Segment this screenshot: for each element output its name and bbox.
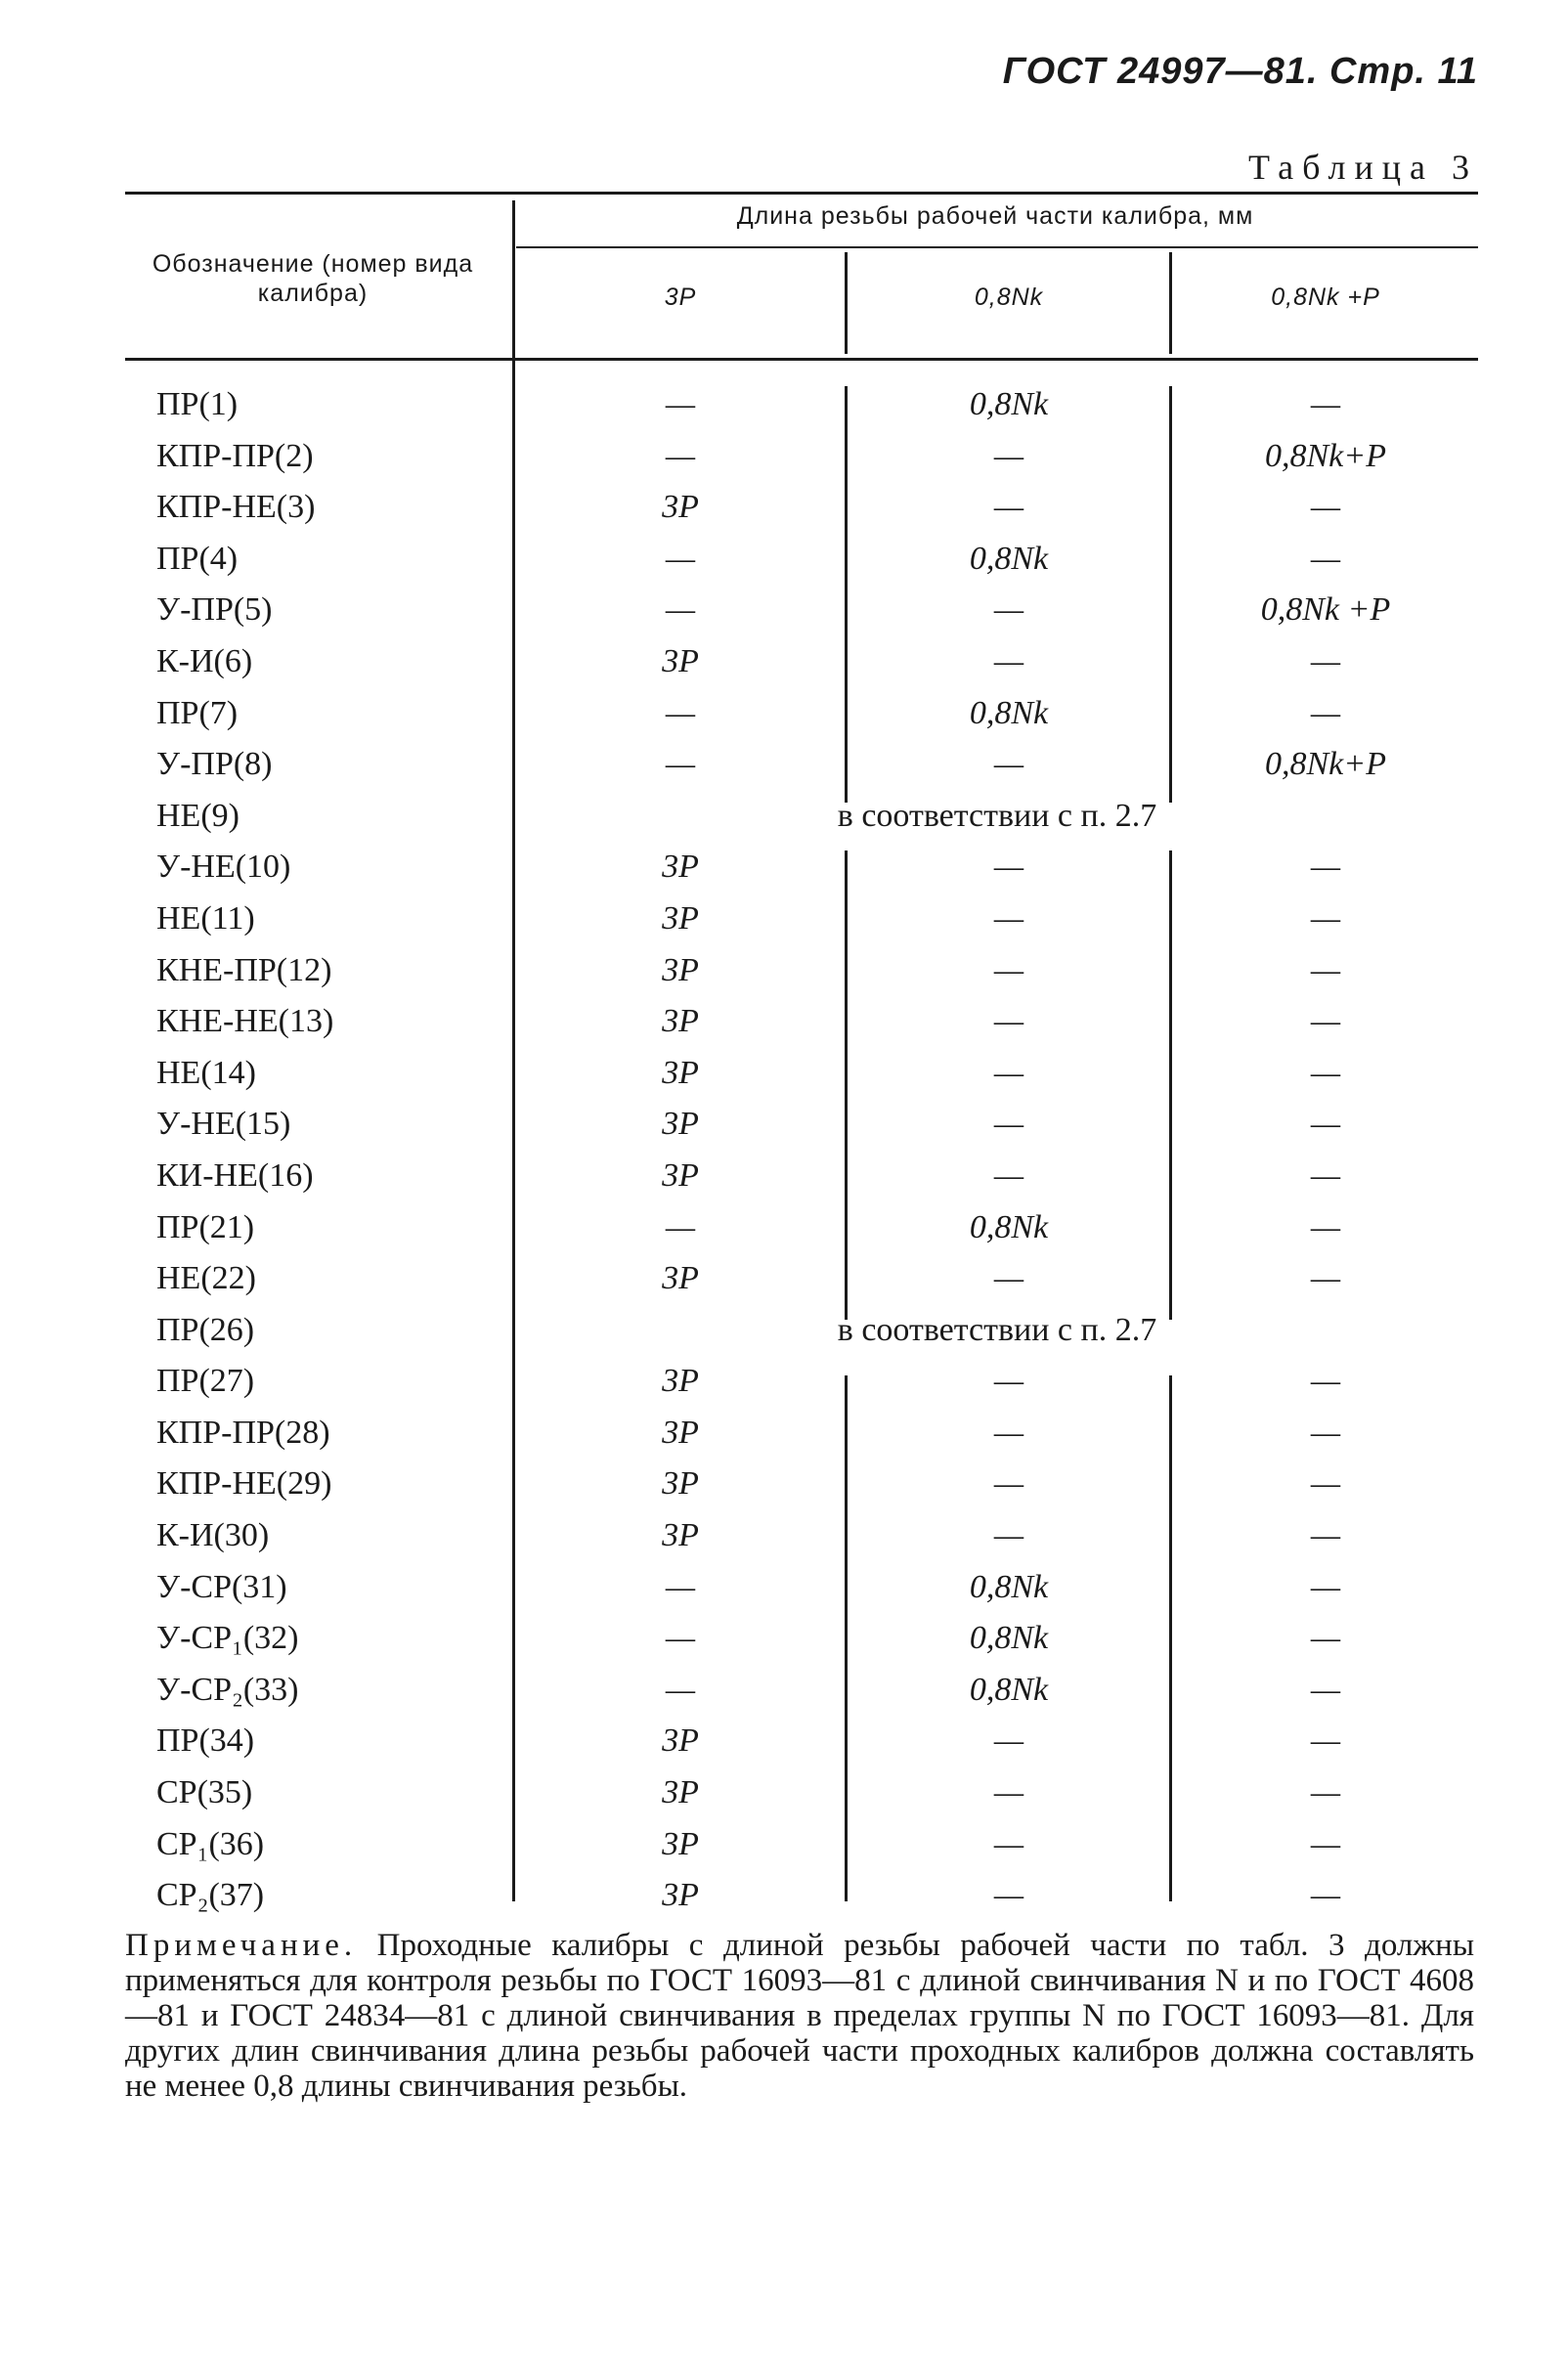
- designation-cell: НЕ(9): [156, 797, 240, 834]
- header-subcol-3p: 3P: [664, 283, 697, 311]
- cell-08nk: —: [993, 1156, 1024, 1194]
- cell-3p: 3P: [662, 899, 699, 937]
- cell-3p: 3P: [662, 849, 699, 886]
- table-row: [0, 1672, 1568, 1723]
- cell-08nk-p: 0,8Nk+P: [1265, 437, 1386, 474]
- designation-cell: СР(35): [156, 1774, 253, 1811]
- cell-08nk: 0,8Nk: [969, 694, 1049, 731]
- designation-cell: НЕ(11): [156, 899, 255, 937]
- cell-08nk: 0,8Nk: [969, 1568, 1049, 1605]
- cell-08nk: —: [993, 1054, 1024, 1091]
- cell-3p: 3P: [662, 1722, 699, 1760]
- designation-cell: КПР-ПР(2): [156, 437, 314, 474]
- table-row: [0, 591, 1568, 643]
- table-row: [0, 1774, 1568, 1826]
- cell-3p: —: [665, 591, 696, 629]
- cell-3p: 3P: [662, 1260, 699, 1297]
- table-row: [0, 1260, 1568, 1312]
- table-row: [0, 1517, 1568, 1569]
- header-subcol-08nk: 0,8Nk: [974, 283, 1044, 311]
- table-row: [0, 1826, 1568, 1878]
- cell-08nk: 0,8Nk: [969, 1208, 1049, 1245]
- table-top-rule: [125, 192, 1478, 195]
- cell-08nk-p: —: [1310, 1414, 1341, 1451]
- designation-cell: ПР(34): [156, 1722, 255, 1760]
- cell-08nk-p: —: [1310, 694, 1341, 731]
- designation-cell: КПР-НЕ(29): [156, 1465, 332, 1503]
- cell-08nk: —: [993, 1722, 1024, 1760]
- cell-08nk-p: —: [1310, 1465, 1341, 1503]
- cell-08nk-p: —: [1310, 642, 1341, 679]
- note-lead: Примечание.: [125, 1928, 358, 1963]
- table-header-bottom-rule: [125, 358, 1478, 361]
- cell-08nk: —: [993, 1517, 1024, 1554]
- cell-3p: 3P: [662, 489, 699, 526]
- cell-3p: —: [665, 1208, 696, 1245]
- cell-3p: 3P: [662, 1106, 699, 1143]
- cell-3p: 3P: [662, 1517, 699, 1554]
- cell-08nk: —: [993, 591, 1024, 629]
- page-header: ГОСТ 24997—81. Стр. 11: [1002, 51, 1478, 92]
- cell-08nk-p: 0,8Nk+P: [1265, 746, 1386, 783]
- table-row: [0, 1157, 1568, 1209]
- table-row: [0, 1620, 1568, 1672]
- designation-cell: У-НЕ(15): [156, 1106, 291, 1143]
- cell-08nk-p: —: [1310, 1106, 1341, 1143]
- cell-3p: —: [665, 694, 696, 731]
- spanning-cell: в соответствии с п. 2.7: [837, 1311, 1157, 1348]
- cell-3p: —: [665, 1620, 696, 1657]
- cell-08nk-p: —: [1310, 1363, 1341, 1400]
- cell-08nk: —: [993, 489, 1024, 526]
- cell-08nk: 0,8Nk: [969, 540, 1049, 577]
- table-row: [0, 1312, 1568, 1364]
- cell-08nk: —: [993, 1825, 1024, 1862]
- designation-cell: У-СР₂(33): [156, 1671, 299, 1708]
- cell-08nk-p: —: [1310, 849, 1341, 886]
- note-text: Проходные калибры с длиной резьбы рабочей части по табл. 3 должны применяться для контроля резьбы по ГОСТ 16093—81 с длиной свинчивания N и по ГОСТ 4608—81 и ГОСТ 24834—81 с длиной свинчивания в пределах группы N по ГОСТ 16093—81. Для других длин свинчивания длина резьбы рабочей части проходных калибров должна составлять не менее 0,8 длины свинчивания резьбы.: [125, 1928, 1474, 2104]
- cell-08nk-p: —: [1310, 1208, 1341, 1245]
- cell-08nk-p: —: [1310, 540, 1341, 577]
- cell-08nk-p: —: [1310, 1620, 1341, 1657]
- cell-3p: —: [665, 1671, 696, 1708]
- cell-08nk-p: —: [1310, 1054, 1341, 1091]
- cell-08nk: —: [993, 849, 1024, 886]
- cell-08nk-p: —: [1310, 951, 1341, 988]
- cell-08nk: —: [993, 1363, 1024, 1400]
- header-designation: Обозначение (номер вида калибра): [152, 250, 474, 307]
- table-row: [0, 1003, 1568, 1055]
- table-row: [0, 1722, 1568, 1774]
- designation-cell: У-СР(31): [156, 1568, 287, 1605]
- header-group: Длина резьбы рабочей части калибра, мм: [736, 202, 1254, 230]
- designation-cell: ПР(27): [156, 1363, 255, 1400]
- table-row: [0, 1877, 1568, 1929]
- col-divider-header-2: [1169, 252, 1172, 354]
- cell-3p: 3P: [662, 1774, 699, 1811]
- cell-08nk-p: —: [1310, 1774, 1341, 1811]
- table-row: [0, 643, 1568, 695]
- cell-08nk: —: [993, 1465, 1024, 1503]
- cell-08nk-p: —: [1310, 386, 1341, 422]
- designation-cell: КНЕ-НЕ(13): [156, 1003, 334, 1040]
- cell-08nk: —: [993, 951, 1024, 988]
- table-row: [0, 1569, 1568, 1621]
- designation-cell: К-И(6): [156, 642, 253, 679]
- designation-cell: НЕ(22): [156, 1260, 256, 1297]
- cell-08nk: 0,8Nk: [969, 1620, 1049, 1657]
- table-row: [0, 386, 1568, 438]
- table-row: [0, 1209, 1568, 1261]
- cell-3p: —: [665, 386, 696, 422]
- table-note: [125, 1928, 1474, 2104]
- table-row: [0, 952, 1568, 1004]
- table-row: [0, 1106, 1568, 1157]
- designation-cell: ПР(7): [156, 694, 239, 731]
- cell-3p: 3P: [662, 1877, 699, 1914]
- table-header-mid-rule: [516, 246, 1478, 248]
- cell-08nk: —: [993, 1106, 1024, 1143]
- table-row: [0, 541, 1568, 592]
- designation-cell: У-ПР(8): [156, 746, 273, 783]
- table-row: [0, 849, 1568, 900]
- cell-3p: —: [665, 1568, 696, 1605]
- designation-cell: У-ПР(5): [156, 591, 273, 629]
- designation-cell: У-СР₁(32): [156, 1620, 299, 1657]
- table-row: [0, 1055, 1568, 1107]
- cell-08nk: 0,8Nk: [969, 386, 1049, 422]
- cell-08nk-p: —: [1310, 1877, 1341, 1914]
- cell-08nk: —: [993, 1260, 1024, 1297]
- cell-08nk: —: [993, 1003, 1024, 1040]
- designation-cell: ПР(21): [156, 1208, 255, 1245]
- cell-08nk: —: [993, 1877, 1024, 1914]
- header-subcol-08nk-p: 0,8Nk +P: [1271, 283, 1380, 311]
- cell-08nk-p: —: [1310, 1568, 1341, 1605]
- table-label: Таблица 3: [1248, 148, 1478, 187]
- cell-08nk: —: [993, 437, 1024, 474]
- table-row: [0, 489, 1568, 541]
- table-row: [0, 438, 1568, 490]
- cell-3p: 3P: [662, 1825, 699, 1862]
- cell-3p: —: [665, 540, 696, 577]
- cell-3p: 3P: [662, 1156, 699, 1194]
- designation-cell: К-И(30): [156, 1517, 270, 1554]
- cell-3p: 3P: [662, 642, 699, 679]
- designation-cell: СР₁(36): [156, 1825, 265, 1862]
- cell-08nk-p: —: [1310, 1156, 1341, 1194]
- table-row: [0, 1465, 1568, 1517]
- cell-08nk-p: —: [1310, 489, 1341, 526]
- designation-cell: КНЕ-ПР(12): [156, 951, 332, 988]
- designation-cell: ПР(26): [156, 1311, 255, 1348]
- cell-08nk-p: —: [1310, 1260, 1341, 1297]
- cell-3p: 3P: [662, 1414, 699, 1451]
- cell-3p: 3P: [662, 951, 699, 988]
- table-row: [0, 1415, 1568, 1466]
- table-row: [0, 1363, 1568, 1415]
- table-row: [0, 695, 1568, 747]
- spanning-cell: в соответствии с п. 2.7: [837, 797, 1157, 834]
- cell-08nk: —: [993, 642, 1024, 679]
- col-divider-header-1: [845, 252, 848, 354]
- cell-3p: 3P: [662, 1003, 699, 1040]
- cell-08nk: —: [993, 746, 1024, 783]
- cell-3p: —: [665, 746, 696, 783]
- designation-cell: КПР-НЕ(3): [156, 489, 316, 526]
- cell-3p: —: [665, 437, 696, 474]
- designation-cell: НЕ(14): [156, 1054, 256, 1091]
- cell-08nk-p: 0,8Nk +P: [1260, 591, 1391, 629]
- cell-3p: 3P: [662, 1054, 699, 1091]
- cell-08nk-p: —: [1310, 899, 1341, 937]
- designation-cell: У-НЕ(10): [156, 849, 291, 886]
- cell-08nk-p: —: [1310, 1825, 1341, 1862]
- cell-3p: 3P: [662, 1363, 699, 1400]
- table-body: [0, 386, 1568, 1929]
- designation-cell: СР₂(37): [156, 1877, 265, 1914]
- cell-08nk: 0,8Nk: [969, 1671, 1049, 1708]
- cell-3p: 3P: [662, 1465, 699, 1503]
- cell-08nk: —: [993, 1414, 1024, 1451]
- cell-08nk-p: —: [1310, 1671, 1341, 1708]
- cell-08nk: —: [993, 1774, 1024, 1811]
- table-row: [0, 900, 1568, 952]
- designation-cell: ПР(4): [156, 540, 239, 577]
- designation-cell: КПР-ПР(28): [156, 1414, 330, 1451]
- cell-08nk-p: —: [1310, 1003, 1341, 1040]
- table-row: [0, 746, 1568, 798]
- designation-cell: КИ-НЕ(16): [156, 1156, 314, 1194]
- cell-08nk: —: [993, 899, 1024, 937]
- cell-08nk-p: —: [1310, 1722, 1341, 1760]
- designation-cell: ПР(1): [156, 386, 239, 422]
- table-row: [0, 798, 1568, 850]
- cell-08nk-p: —: [1310, 1517, 1341, 1554]
